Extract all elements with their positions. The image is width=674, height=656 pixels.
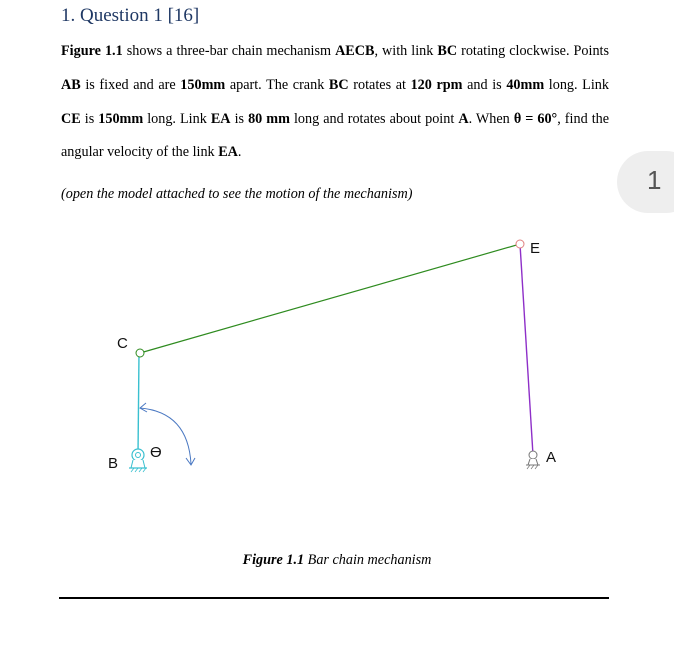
bold-run: BC bbox=[437, 43, 458, 59]
theta-angle-arrow bbox=[140, 408, 191, 464]
bold-run: 150mm bbox=[180, 76, 226, 93]
text-run: , with link bbox=[374, 43, 438, 59]
text-run: , find the angular velocity of the link bbox=[61, 110, 610, 161]
bold-run: BC bbox=[328, 76, 349, 93]
bold-run: 40mm bbox=[506, 76, 545, 93]
footer-rule bbox=[59, 597, 609, 599]
text-run: . bbox=[237, 144, 242, 161]
text-run: is bbox=[230, 110, 249, 127]
theta-arrowhead-start bbox=[140, 403, 147, 412]
text-run: long. Link bbox=[143, 110, 211, 127]
bold-run: AB bbox=[61, 76, 81, 93]
label-b: B bbox=[108, 455, 119, 472]
bold-run: EA bbox=[210, 110, 231, 127]
joint-e bbox=[516, 240, 524, 248]
bold-run: EA bbox=[218, 144, 238, 161]
bold-run: CE bbox=[61, 110, 81, 127]
bold-run: θ = 60° bbox=[513, 110, 558, 127]
label-e: E bbox=[530, 240, 541, 257]
bold-run: Figure 1.1 bbox=[61, 43, 123, 59]
text-run: and is bbox=[462, 76, 507, 93]
text-run: long and rotates about point bbox=[289, 110, 459, 127]
text-run: is bbox=[80, 110, 99, 127]
bold-run: A bbox=[458, 110, 469, 127]
text-run: is fixed and are bbox=[80, 76, 181, 93]
question-heading: 1. Question 1 [16] bbox=[61, 5, 200, 26]
model-note: (open the model attached to see the motion of the mechanism) bbox=[61, 186, 413, 202]
label-a: A bbox=[546, 449, 557, 466]
joint-c bbox=[136, 349, 144, 357]
link-ce bbox=[140, 244, 520, 353]
text-run: long. Link bbox=[544, 76, 609, 93]
caption-title: Bar chain mechanism bbox=[304, 552, 432, 568]
ground-pivot-b bbox=[129, 449, 147, 472]
text-run: . When bbox=[468, 110, 514, 127]
caption-figure-number: Figure 1.1 bbox=[242, 552, 305, 568]
bold-run: 150mm bbox=[98, 110, 144, 127]
text-run: shows a three-bar chain mechanism bbox=[122, 43, 336, 59]
text-run: rotating clockwise. Points bbox=[457, 43, 609, 59]
label-theta: ϴ bbox=[150, 444, 162, 461]
label-c: C bbox=[117, 335, 128, 352]
bold-run: 120 rpm bbox=[410, 76, 463, 93]
link-ea bbox=[520, 244, 533, 455]
text-run: apart. The crank bbox=[225, 76, 329, 93]
page-number: 1 bbox=[647, 165, 662, 195]
bold-run: 80 mm bbox=[248, 110, 290, 127]
text-run: rotates at bbox=[348, 76, 411, 93]
link-bc bbox=[138, 353, 139, 455]
figure-caption bbox=[0, 552, 674, 569]
ground-pivot-a bbox=[526, 451, 540, 469]
bold-run: AECB bbox=[335, 43, 375, 59]
